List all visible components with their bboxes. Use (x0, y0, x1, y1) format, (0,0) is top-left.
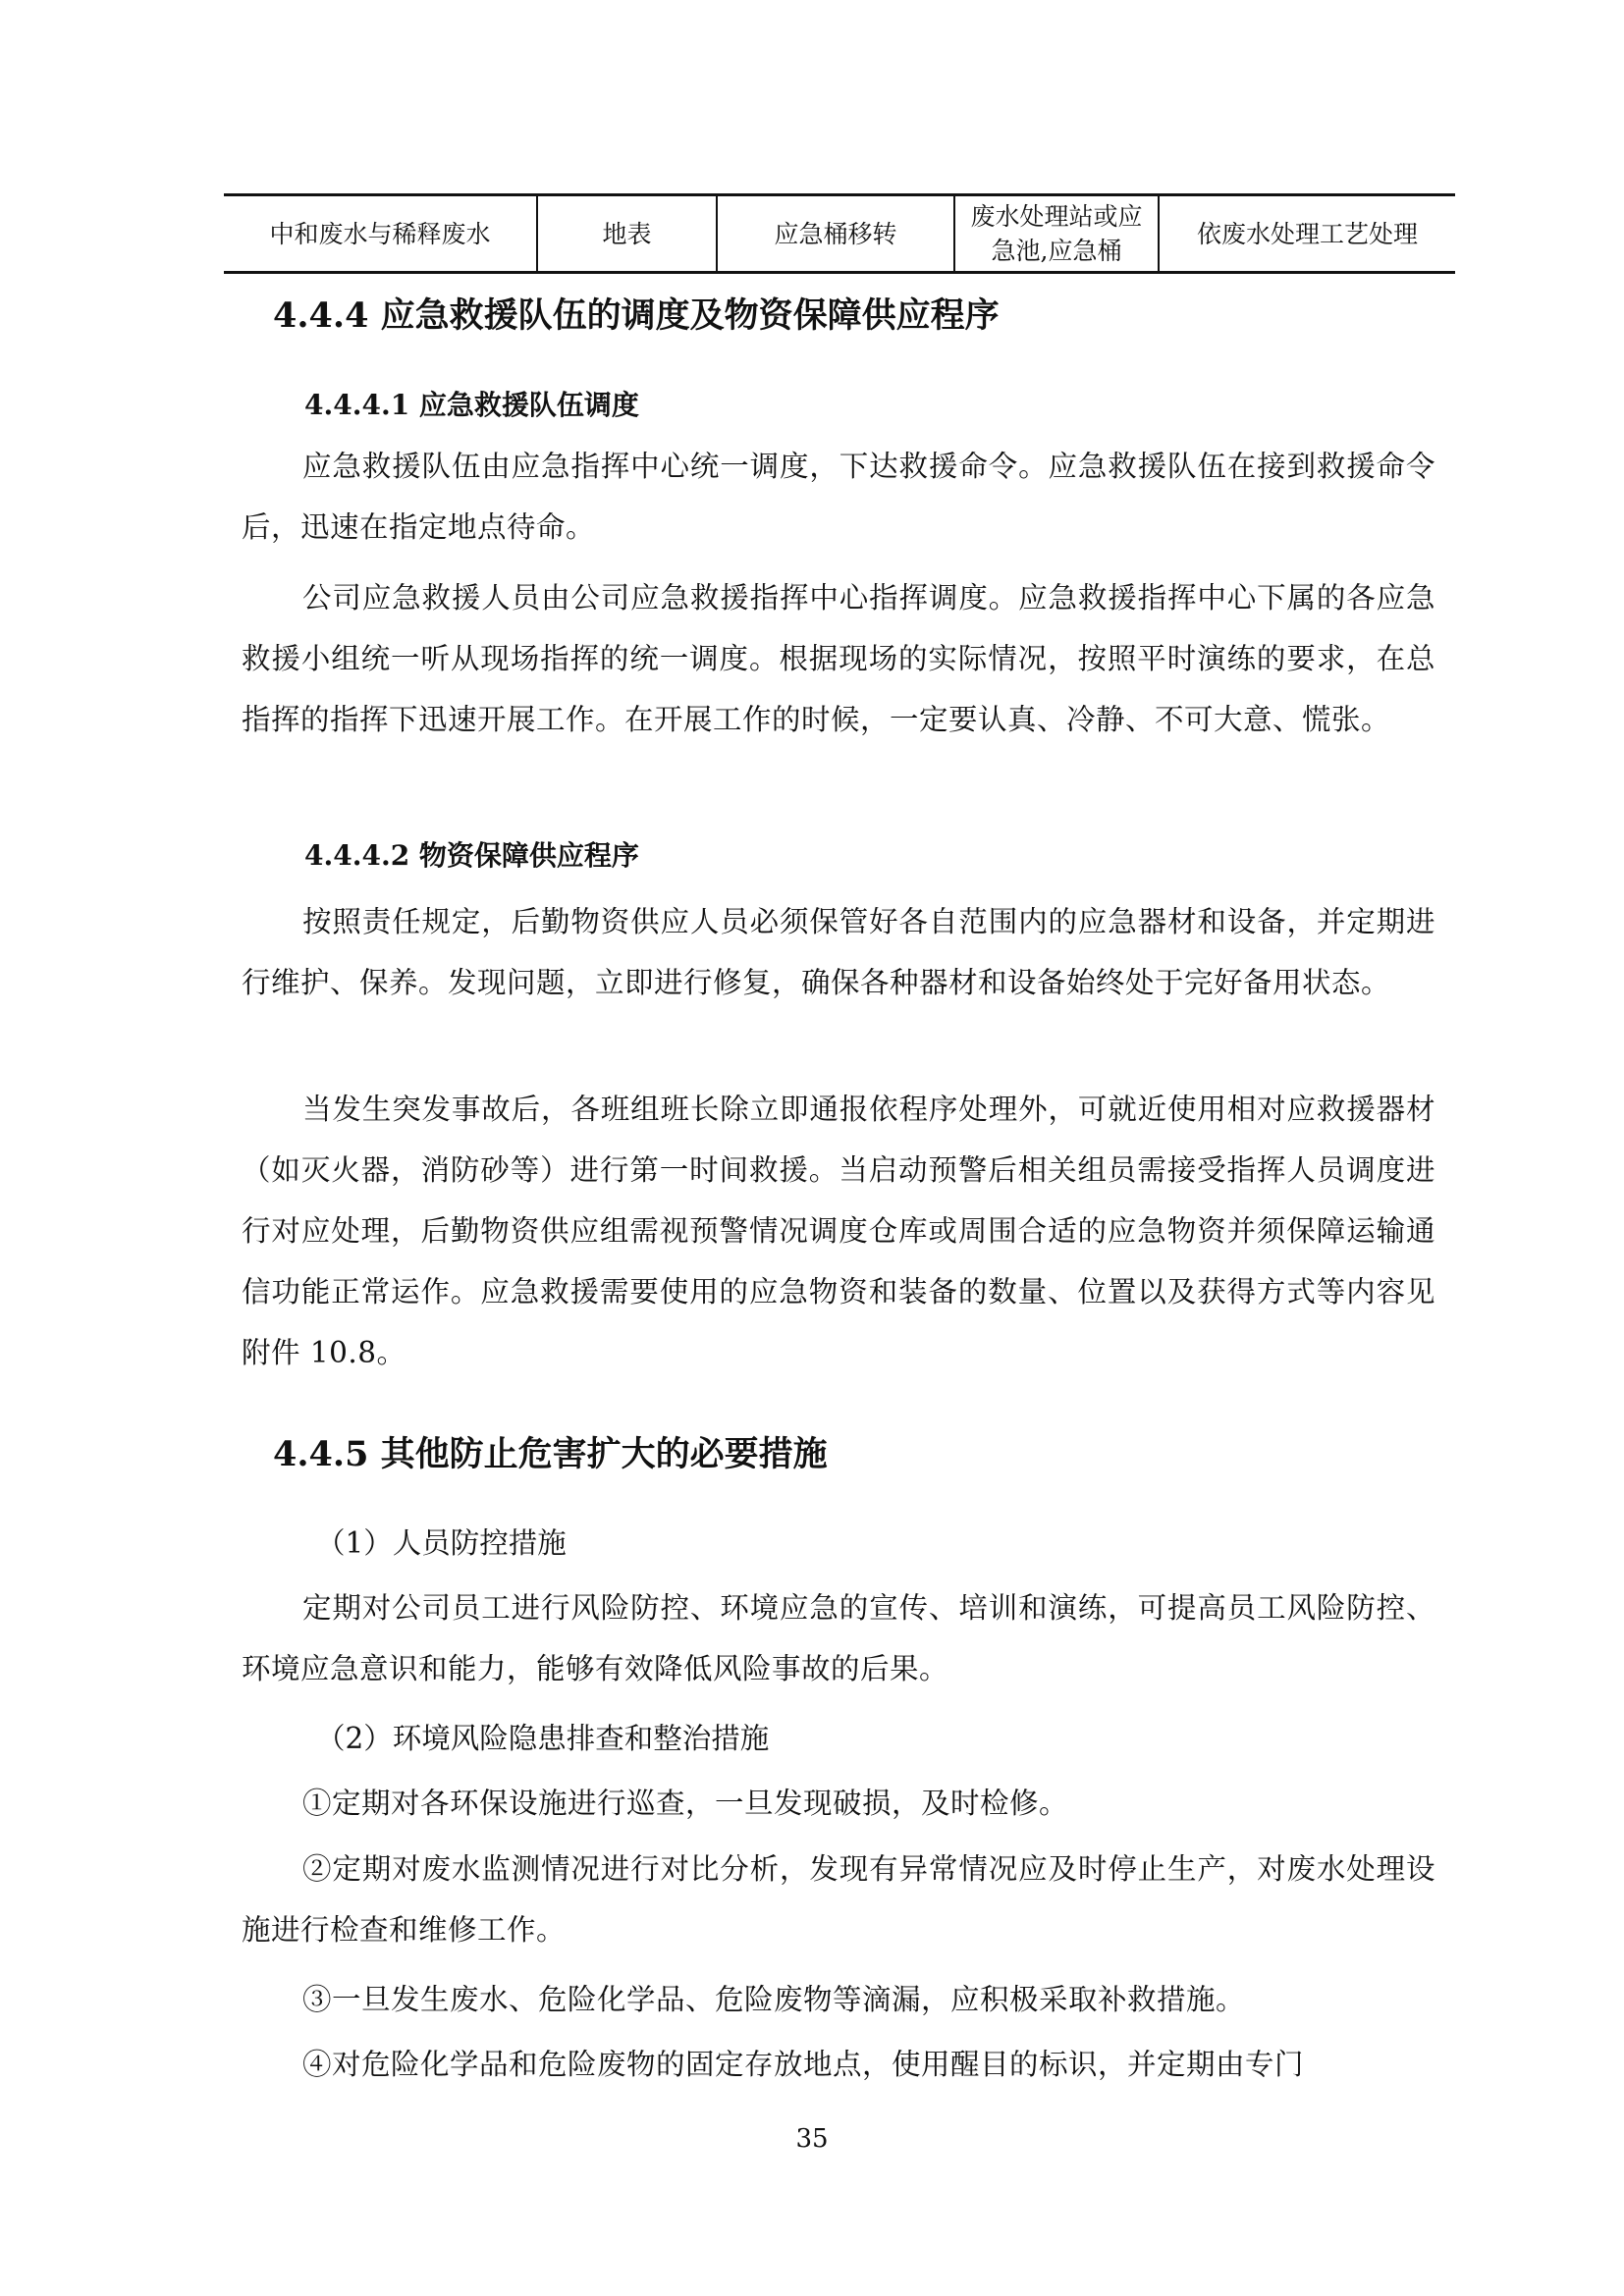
paragraph: 公司应急救援人员由公司应急救援指挥中心指挥调度。应急救援指挥中心下属的各应急救援小组统一听从现场指挥的统一调度。根据现场的实际情况，按照平时演练的要求，在总指挥的指挥下迅速开展工作。在开展工作的时候，一定要认真、冷静、不可大意、慌张。 (242, 581, 1435, 736)
subsection-heading-4-4-4-1: 4.4.4.1 应急救援队伍调度 (304, 389, 639, 421)
measure-item: ④对危险化学品和危险废物的固定存放地点，使用醒目的标识，并定期由专门 (302, 2048, 1305, 2081)
subsection-heading-4-4-4-2: 4.4.4.2 物资保障供应程序 (304, 839, 639, 872)
paragraph: 按照责任规定，后勤物资供应人员必须保管好各自范围内的应急器材和设备，并定期进行维护、保养。发现问题，立即进行修复，确保各种器材和设备始终处于完好备用状态。 (242, 905, 1435, 999)
table-cell-location: 地表 (537, 195, 717, 273)
page-number: 35 (795, 2124, 829, 2154)
table-cell-treatment: 依废水处理工艺处理 (1159, 195, 1455, 273)
table-cell-measure: 应急桶移转 (717, 195, 954, 273)
measure-item: ③一旦发生废水、危险化学品、危险废物等滴漏，应积极采取补救措施。 (302, 1983, 1246, 2016)
wastewater-table (224, 193, 1455, 274)
paragraph: 应急救援队伍由应急指挥中心统一调度，下达救援命令。应急救援队伍在接到救援命令后，迅速在指定地点待命。 (242, 450, 1435, 544)
table-cell-type: 中和废水与稀释废水 (269, 219, 491, 248)
paragraph: 当发生突发事故后，各班组班长除立即通报依程序处理外，可就近使用相对应救援器材（如灭火器，消防砂等）进行第一时间救援。当启动预警后相关组员需接受指挥人员调度进行对应处理，后勤物资供应组需视预警情况调度仓库或周围合适的应急物资并须保障运输通信功能正常运作。应急救援需要使用的应急物资和装备的数量、位置以及获得方式等内容见附件 10.8。 (242, 1093, 1435, 1369)
measure-item: ①定期对各环保设施进行巡查，一旦发现破损，及时检修。 (302, 1787, 1069, 1820)
section-heading-4-4-4: 4.4.4 应急救援队伍的调度及物资保障供应程序 (273, 295, 1000, 336)
item-title: （1）人员防控措施 (316, 1526, 567, 1560)
item-title: （2）环境风险隐患排查和整治措施 (316, 1722, 770, 1755)
section-heading-4-4-5: 4.4.5 其他防止危害扩大的必要措施 (273, 1434, 828, 1474)
table-cell-destination: 废水处理站或应急池,应急桶 (954, 195, 1159, 273)
table-row (224, 195, 1455, 273)
measure-item: ②定期对废水监测情况进行对比分析，发现有异常情况应及时停止生产，对废水处理设施进行检查和维修工作。 (242, 1852, 1435, 1947)
paragraph: 定期对公司员工进行风险防控、环境应急的宣传、培训和演练，可提高员工风险防控、环境应急意识和能力，能够有效降低风险事故的后果。 (242, 1591, 1435, 1685)
